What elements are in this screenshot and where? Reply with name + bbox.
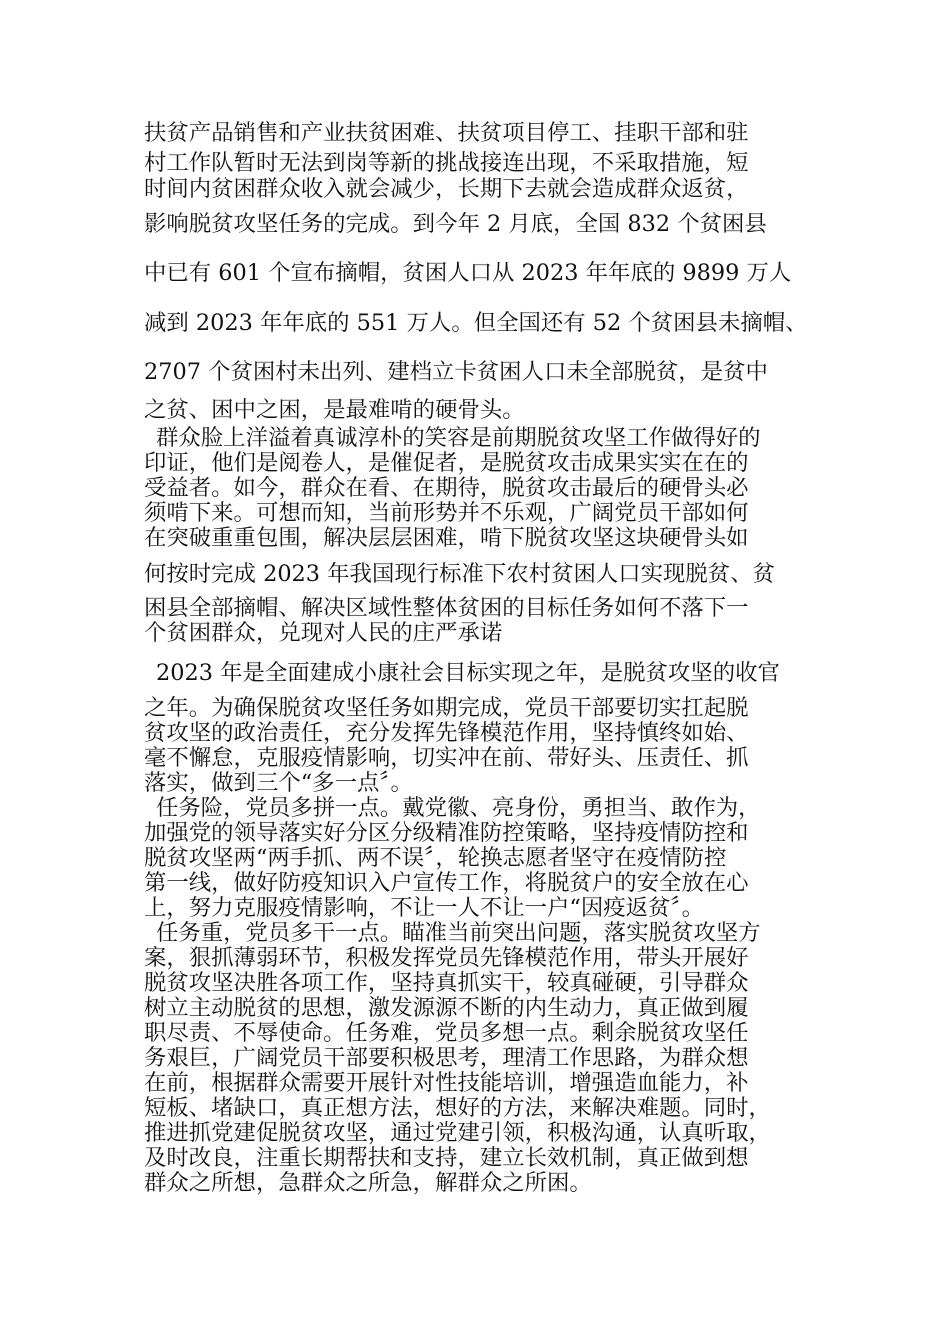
text-line: 案，狠抓薄弱环节，积极发挥党员先锋模范作用，带头开展好: [144, 945, 749, 971]
text-line: 及时改良，注重长期帮扶和支持，建立长效机制，真正做到想: [144, 1145, 749, 1171]
text-line: 第一线，做好防疫知识入户宣传工作，将脱贫户的安全放在心: [144, 870, 749, 896]
text-line: 何按时完成 2023 年我国现行标准下农村贫困人口实现脱贫、贫: [144, 561, 775, 587]
text-line: 落实，做到三个“多一点〞。: [144, 770, 413, 796]
text-line: 在突破重重包围，解决层层困难，啃下脱贫攻坚这块硬骨头如: [144, 525, 749, 551]
paragraph-start-line: 2023 年是全面建成小康社会目标实现之年，是脱贫攻坚的收官: [156, 660, 780, 686]
text-line: 加强党的领导落实好分区分级精准防控策略，坚持疫情防控和: [144, 820, 749, 846]
text-line: 时间内贫困群众收入就会减少，长期下去就会造成群众返贫，: [144, 176, 749, 202]
text-line: 受益者。如今，群众在看、在期待，脱贫攻击最后的硬骨头必: [144, 475, 749, 501]
text-line: 脱贫攻坚决胜各项工作，坚持真抓实干，较真碰硬，引导群众: [144, 970, 749, 996]
text-line: 树立主动脱贫的思想，激发源源不断的内生动力，真正做到履: [144, 995, 749, 1021]
text-line: 扶贫产品销售和产业扶贫困难、扶贫项目停工、挂职干部和驻: [144, 120, 749, 146]
text-line: 村工作队暂时无法到岗等新的挑战接连出现，不采取措施，短: [144, 150, 749, 176]
paragraph-start-line: 任务险，党员多拼一点。戴党徽、亮身份，勇担当、敢作为，: [156, 795, 761, 821]
text-line: 在前，根据群众需要开展针对性技能培训，增强造血能力，补: [144, 1070, 749, 1096]
text-line: 个贫困群众，兑现对人民的庄严承诺: [144, 620, 503, 646]
text-line: 2707 个贫困村未出列、建档立卡贫困人口未全部脱贫，是贫中: [144, 359, 768, 385]
text-line: 群众之所想，急群众之所急，解群众之所困。: [144, 1170, 592, 1196]
text-line: 之贫、困中之困，是最难啃的硬骨头。: [144, 397, 525, 423]
text-line: 困县全部摘帽、解决区域性整体贫困的目标任务如何不落下一: [144, 595, 749, 621]
text-line: 须啃下来。可想而知，当前形势并不乐观，广阔党员干部如何: [144, 500, 749, 526]
text-line: 脱贫攻坚两“两手抓、两不误〞，轮换志愿者坚守在疫情防控: [144, 845, 727, 871]
text-line: 短板、堵缺口，真正想方法，想好的方法，来解决难题。同时，: [144, 1095, 771, 1121]
paragraph-start-line: 任务重，党员多干一点。瞄准当前突出问题，落实脱贫攻坚方: [156, 920, 761, 946]
text-line: 减到 2023 年年底的 551 万人。但全国还有 52 个贫困县未摘帽、: [144, 310, 808, 336]
text-line: 推进抓党建促脱贫攻坚，通过党建引领，积极沟通，认真听取，: [144, 1120, 771, 1146]
text-line: 印证，他们是阅卷人，是催促者，是脱贫攻击成果实实在在的: [144, 450, 749, 476]
paragraph-start-line: 群众脸上洋溢着真诚淳朴的笑容是前期脱贫攻坚工作做得好的: [156, 425, 761, 451]
text-line: 上，努力克服疫情影响，不让一人不让一户“因疫返贫〞。: [144, 895, 705, 921]
text-line: 毫不懈怠，克服疫情影响，切实冲在前、带好头、压责任、抓: [144, 745, 749, 771]
text-line: 务艰巨，广阔党员干部要积极思考，理清工作思路，为群众想: [144, 1045, 749, 1071]
text-line: 之年。为确保脱贫攻坚任务如期完成，党员干部要切实扛起脱: [144, 695, 749, 721]
text-line: 影响脱贫攻坚任务的完成。到今年 2 月底，全国 832 个贫困县: [144, 211, 767, 237]
text-line: 贫攻坚的政治责任，充分发挥先锋模范作用，坚持慎终如始、: [144, 720, 749, 746]
text-line: 职尽责、不辱使命。任务难，党员多想一点。剩余脱贫攻坚任: [144, 1020, 749, 1046]
text-line: 中已有 601 个宣布摘帽，贫困人口从 2023 年年底的 9899 万人: [144, 260, 792, 286]
